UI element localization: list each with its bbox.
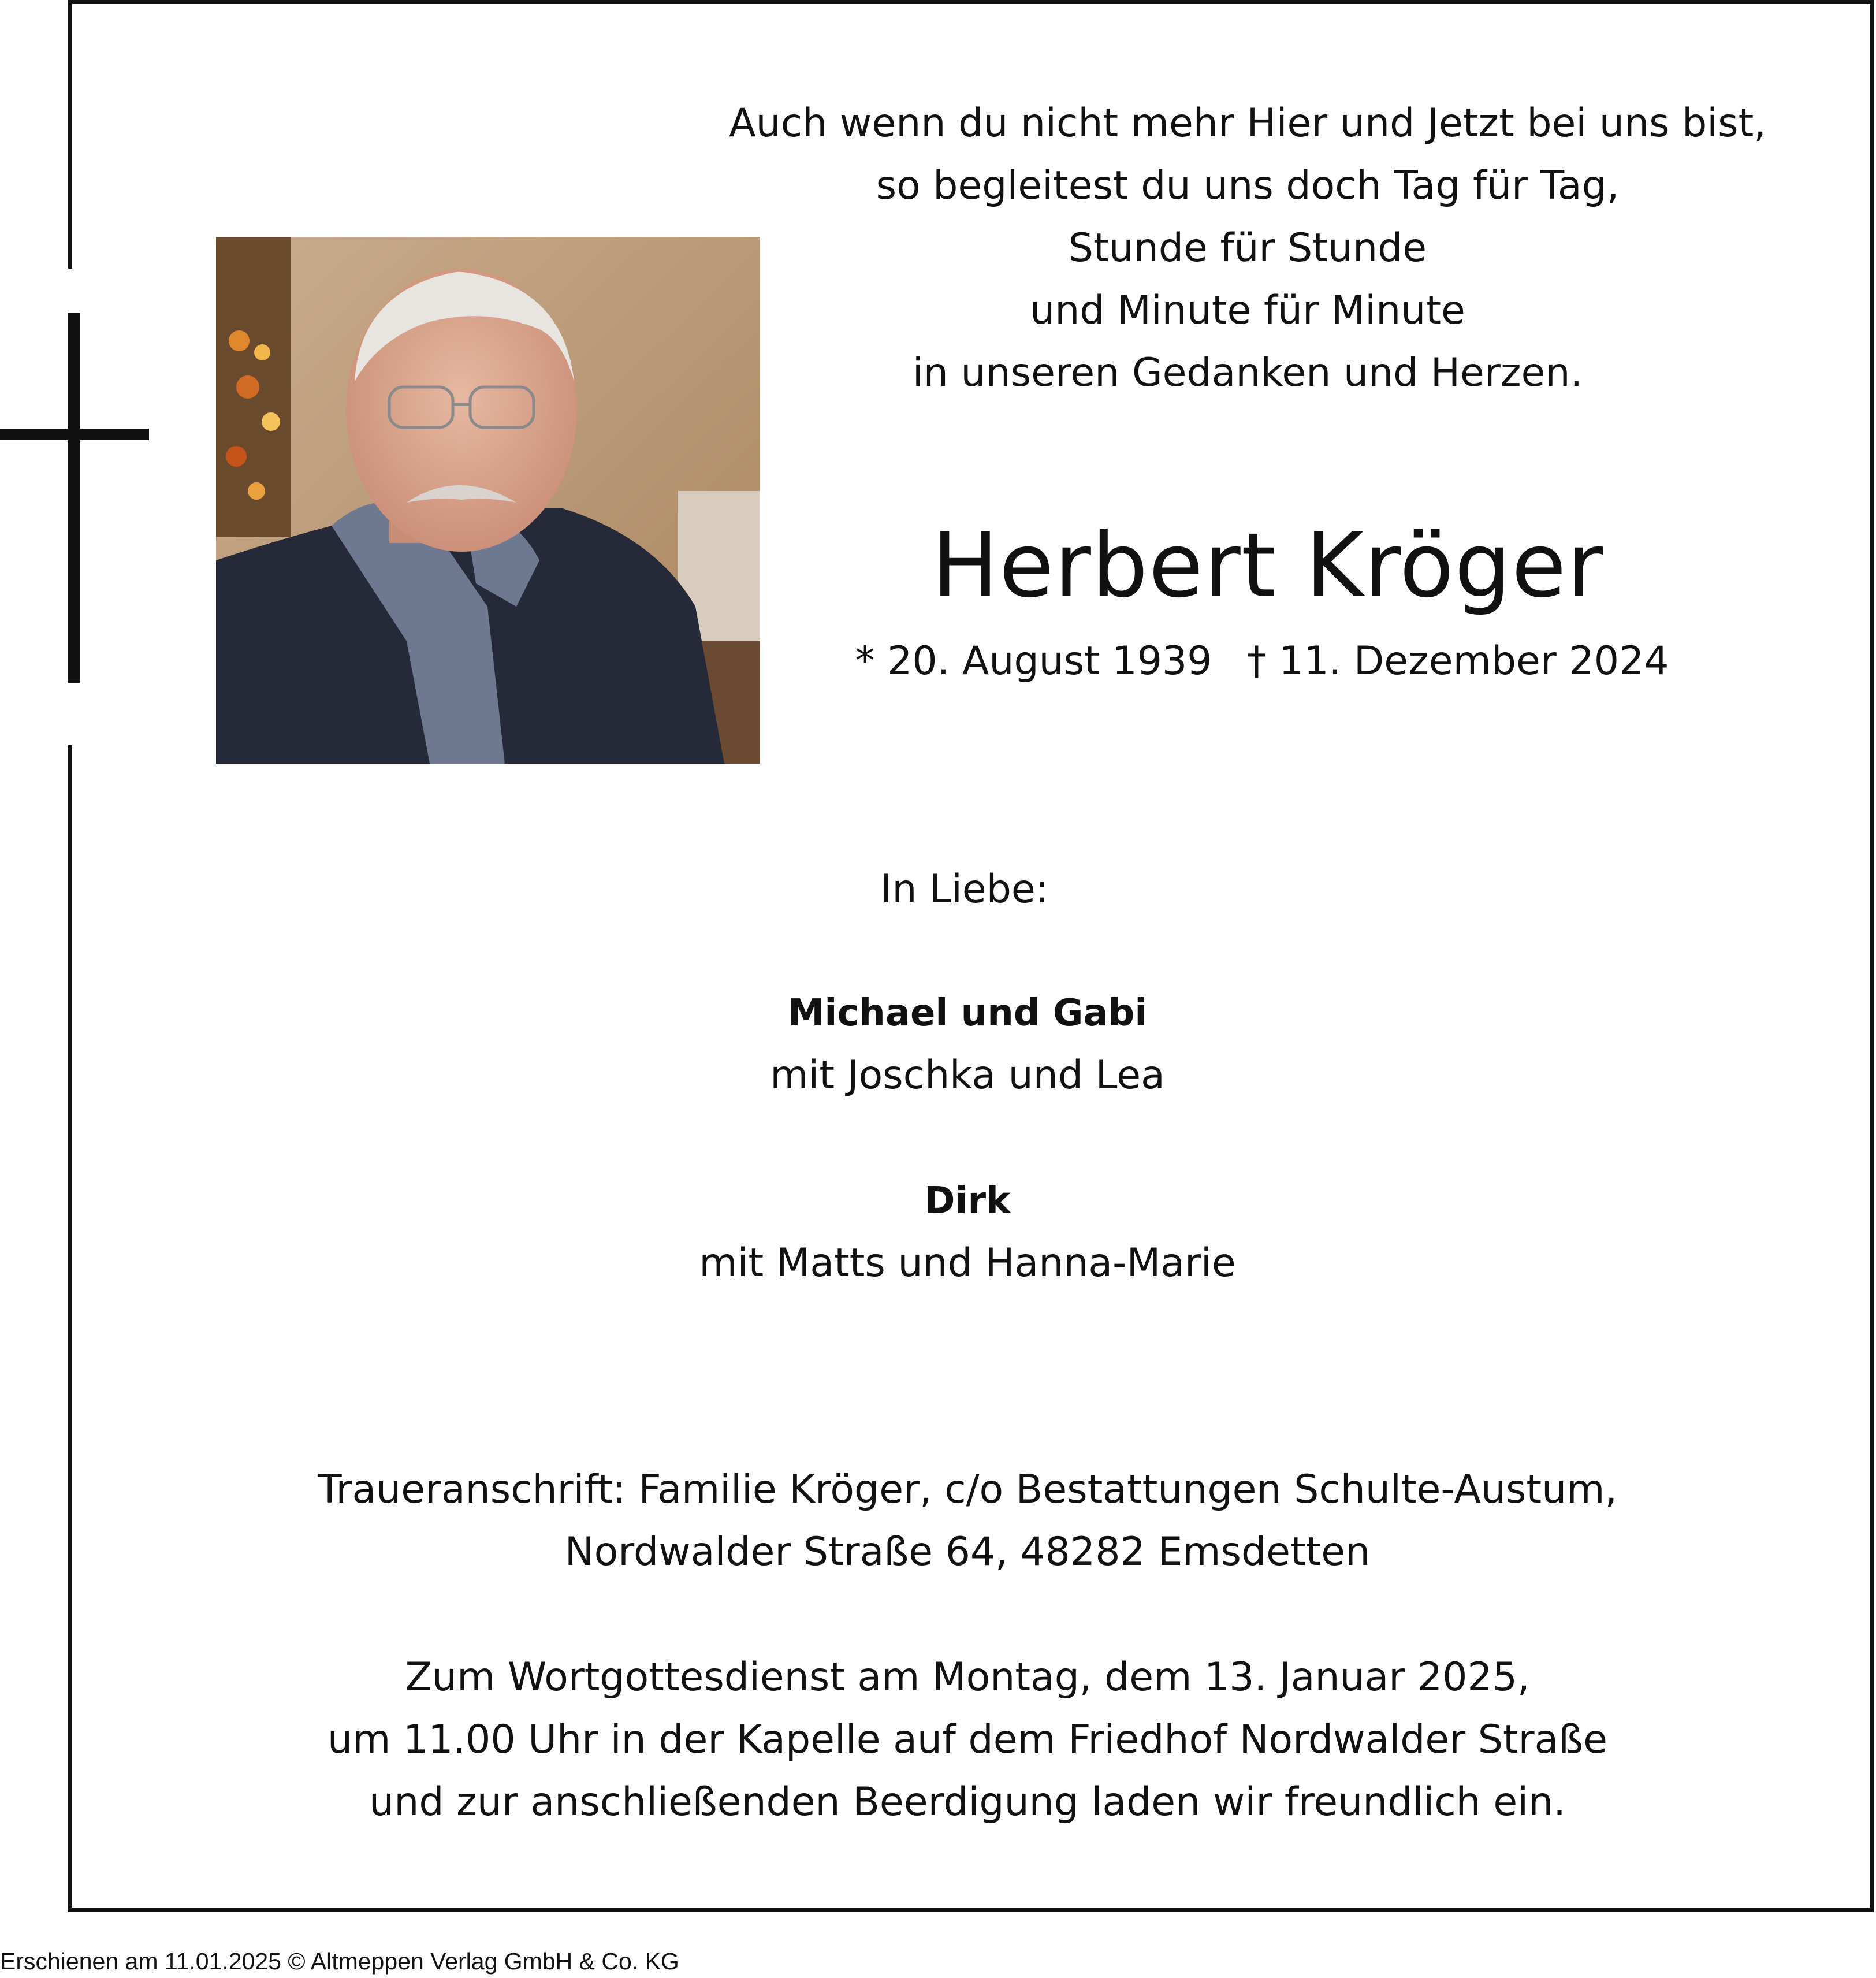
frame-left-border-upper (68, 0, 72, 269)
family-members: mit Joschka und Lea (770, 1053, 1165, 1098)
service-announcement (231, 1646, 1704, 1834)
frame-left-border-lower (68, 745, 72, 1912)
life-dates (786, 633, 1739, 690)
publication-footer: Erschienen am 11.01.2025 © Altmeppen Verlag GmbH & Co. KG (0, 1948, 679, 1975)
mourning-address (231, 1459, 1704, 1583)
deceased-name: Herbert Kröger (932, 514, 1604, 618)
frame-right-border (1870, 0, 1874, 1912)
mourner-family (618, 1170, 1317, 1295)
mourner-family (618, 982, 1317, 1107)
family-name: Michael und Gabi (787, 992, 1148, 1035)
address-line: Traueranschrift: Familie Kröger, c/o Bestattungen Schulte-Austum, (317, 1467, 1618, 1512)
poem-line: Auch wenn du nicht mehr Hier und Jetzt bei uns bist, (729, 101, 1766, 146)
family-members: mit Matts und Hanna-Marie (699, 1240, 1236, 1286)
poem-line: in unseren Gedanken und Herzen. (912, 350, 1583, 396)
address-line: Nordwalder Straße 64, 48282 Emsdetten (564, 1529, 1371, 1575)
frame-top-border (68, 0, 1874, 4)
cross-icon (0, 306, 150, 687)
poem-line: und Minute für Minute (1030, 288, 1465, 333)
birth-date: * 20. August 1939 (855, 638, 1212, 684)
poem-line: so begleitest du uns doch Tag für Tag, (876, 163, 1620, 209)
service-line: Zum Wortgottesdienst am Montag, dem 13. Januar 2025, (405, 1654, 1530, 1700)
service-line: um 11.00 Uhr in der Kapelle auf dem Friedhof Nordwalder Straße (327, 1717, 1607, 1763)
poem (670, 92, 1825, 404)
frame-bottom-border (68, 1908, 1874, 1912)
death-date: † 11. Dezember 2024 (1246, 638, 1669, 684)
poem-line: Stunde für Stunde (1068, 225, 1427, 271)
service-line: und zur anschließenden Beerdigung laden wir freundlich ein. (369, 1779, 1566, 1825)
family-name: Dirk (924, 1180, 1011, 1222)
mourners-intro: In Liebe: (880, 867, 1049, 912)
